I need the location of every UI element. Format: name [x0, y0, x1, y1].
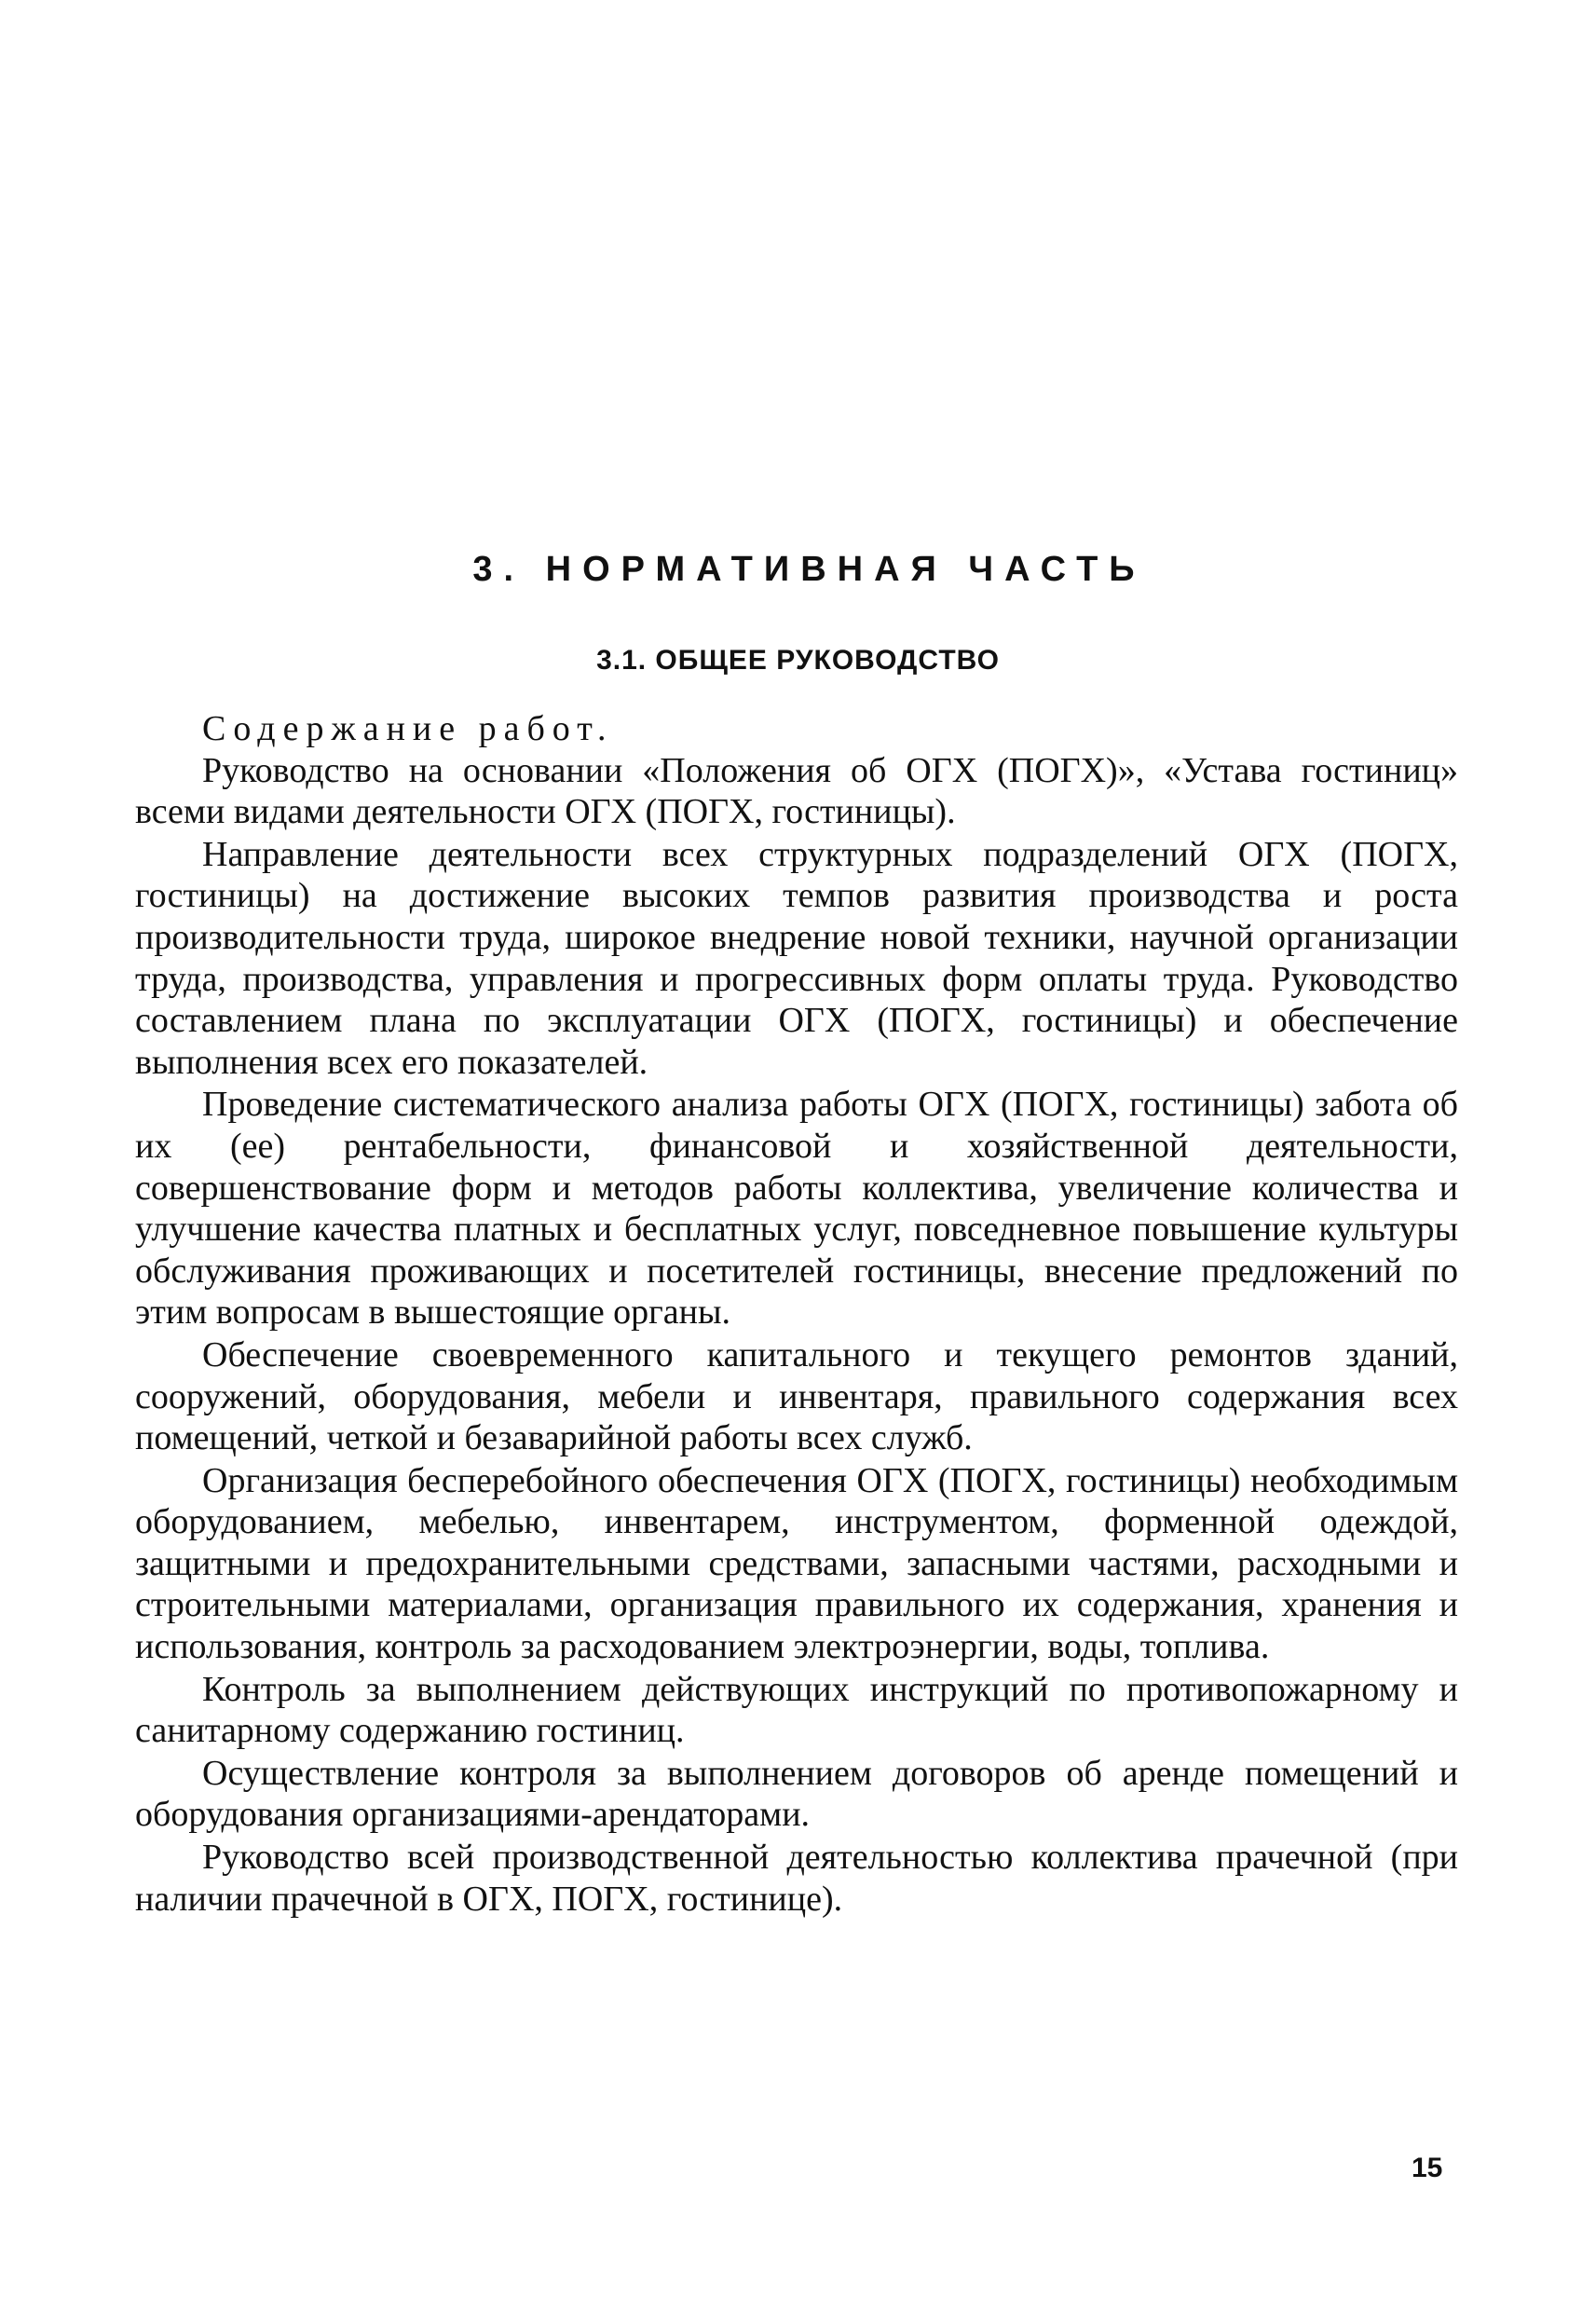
paragraph: Проведение систематического анализа работы ОГХ (ПОГХ, гостиницы) забота об их (ее) рентабельности, финансовой и хозяйственной деятельности, совершенствование форм и методов работы коллектива, увеличение количества и улучшение качества платных и бесплатных услуг, повседневное повышение культуры обслуживания проживающих и посетителей гостиницы, внесение предложений по этим вопросам в вышестоящие органы. — [135, 1085, 1458, 1333]
paragraph: Руководство всей производственной деятельностью коллектива прачечной (при наличии прачечной в ОГХ, ПОГХ, гостинице). — [135, 1838, 1458, 1919]
paragraph: Организация бесперебойного обеспечения ОГХ (ПОГХ, гостиницы) необходимым оборудованием, мебелью, инвентарем, инструментом, форменной одеждой, защитными и предохранительными средствами, запасными частями, расходными и строительными материалами, организация правильного их содержания, хранения и использования, контроль за расходованием электроэнергии, воды, топлива. — [135, 1460, 1458, 1667]
paragraph: Контроль за выполнением действующих инструкций по противопожарному и санитарному содержанию гостиниц. — [135, 1669, 1458, 1751]
section-title: 3.1. ОБЩЕЕ РУКОВОДСТВО — [596, 645, 1000, 676]
page-number: 15 — [1412, 2153, 1443, 2183]
paragraph: Обеспечение своевременного капитального и текущего ремонтов зданий, сооружений, оборудования, мебели и инвентаря, правильного содержания всех помещений, четкой и безаварийной работы всех служб. — [135, 1334, 1458, 1458]
body-text — [135, 708, 1458, 1920]
paragraph: Направление деятельности всех структурных подразделений ОГХ (ПОГХ, гостиницы) на достижение высоких темпов развития производства и роста производительности труда, широкое внедрение новой техники, научной организации труда, производства, управления и прогрессивных форм оплаты труда. Руководство составлением плана по эксплуатации ОГХ (ПОГХ, гостиницы) и обеспечение выполнения всех его показателей. — [135, 834, 1458, 1082]
paragraph: Осуществление контроля за выполнением договоров об аренде помещений и оборудования организациями-арендаторами. — [135, 1753, 1458, 1835]
subheading: Содержание работ. — [202, 709, 614, 748]
chapter-title: 3. НОРМАТИВНАЯ ЧАСТЬ — [472, 550, 1146, 589]
paragraph: Руководство на основании «Положения об ОГХ (ПОГХ)», «Устава гостиниц» всеми видами деятельности ОГХ (ПОГХ, гостиницы). — [135, 750, 1458, 832]
